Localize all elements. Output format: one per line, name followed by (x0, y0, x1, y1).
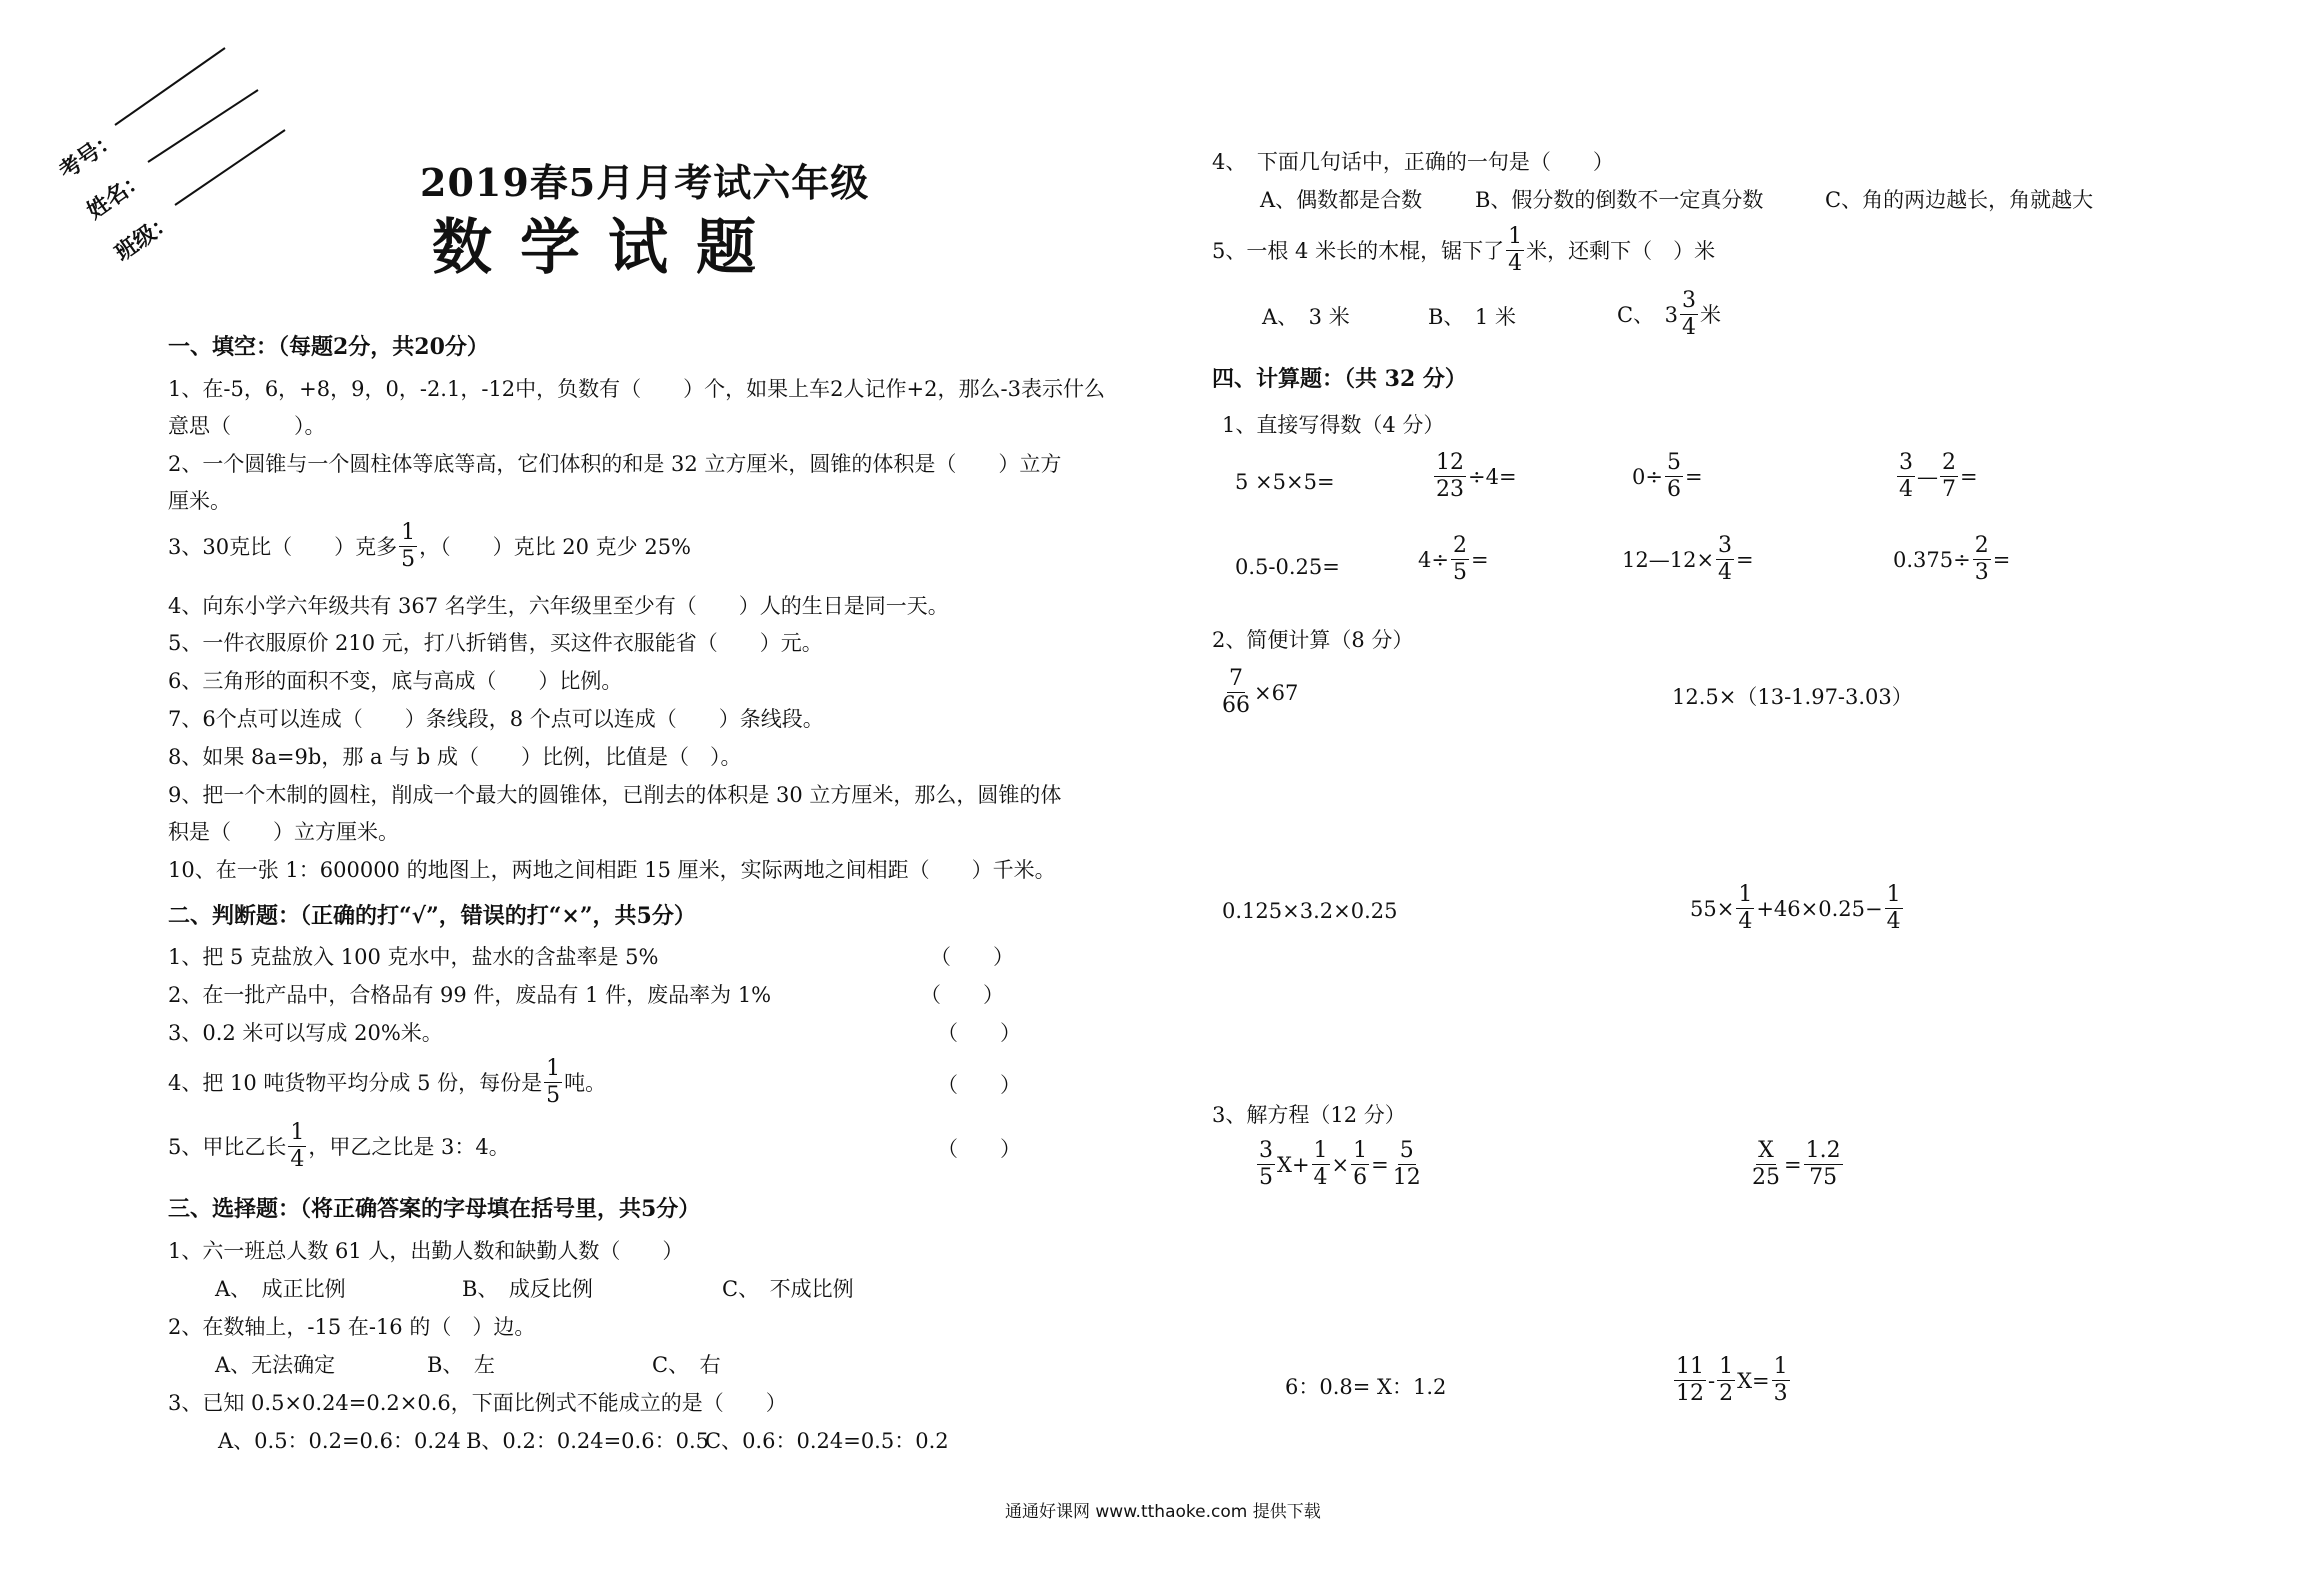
s3-q4-option-b: B、假分数的倒数不一定真分数 (1475, 188, 1764, 212)
equals: = (1784, 1152, 1802, 1177)
s3-q1-option-c: C、 不成比例 (722, 1277, 854, 1301)
s3-q5-post: 米，还剩下（ ）米 (1526, 238, 1716, 263)
s1-q6: 6、三角形的面积不变，底与高成（ ）比例。 (168, 669, 623, 693)
expr-post: = (1992, 547, 2011, 572)
denominator: 5 (546, 1083, 561, 1108)
denominator: 6 (1666, 477, 1681, 502)
s1-q4: 4、向东小学六年级共有 367 名学生，六年级里至少有（ ）人的生日是同一天。 (168, 594, 949, 618)
s3-q5-option-b: B、 1 米 (1428, 305, 1516, 329)
denominator: 4 (1508, 251, 1523, 276)
s3-q2-option-a: A、无法确定 (215, 1353, 336, 1377)
fraction (1312, 1140, 1330, 1189)
denominator: 75 (1809, 1165, 1838, 1190)
page-title-line1: 2019春5月月考试六年级 (420, 160, 870, 205)
s3-q1: 1、六一班总人数 61 人，出勤人数和缺勤人数（ ） (168, 1239, 684, 1263)
s3-q2-option-c: C、 右 (652, 1353, 721, 1377)
s1-q2-line1: 2、一个圆锥与一个圆柱体等底等高，它们体积的和是 32 立方厘米，圆锥的体积是（ ）立方 (168, 452, 1062, 476)
numerator: 2 (1974, 533, 1989, 558)
denominator: 5 (1259, 1165, 1273, 1190)
fraction (288, 1122, 306, 1171)
s3-q2-option-b: B、 左 (427, 1353, 495, 1377)
s4-p2-a (1218, 668, 1298, 717)
fraction (1897, 452, 1915, 501)
expr-mid: +46×0.25− (1756, 896, 1883, 921)
denominator: 12 (1392, 1165, 1421, 1190)
s1-q3-post: ，（ ）克比 20 克少 25% (419, 534, 692, 559)
fraction (1717, 1356, 1735, 1405)
operator: - (1708, 1368, 1716, 1393)
s1-q7: 7、6个点可以连成（ ）条线段，8 个点可以连成（ ）条线段。 (168, 707, 824, 731)
numerator: 7 (1229, 666, 1243, 691)
denominator: 25 (1752, 1165, 1780, 1190)
s3-q5-option-a: A、 3 米 (1262, 305, 1350, 329)
s4-p3-b (1748, 1140, 1845, 1189)
s2-q5-post: ，甲乙之比是 3：4。 (308, 1134, 510, 1159)
denominator: 12 (1676, 1381, 1704, 1406)
s3-q1-option-a: A、 成正比例 (215, 1277, 346, 1301)
s1-q8: 8、如果 8a=9b，那 a 与 b 成（ ）比例，比值是（ ）。 (168, 745, 742, 769)
numerator: 1 (1353, 1138, 1368, 1163)
denominator: 4 (1899, 477, 1913, 502)
expr-pre: 12—12× (1622, 547, 1715, 572)
numerator: 2 (1942, 450, 1956, 475)
denominator: 5 (1452, 560, 1467, 585)
variable: X+ (1277, 1152, 1310, 1177)
s2-q1: 1、把 5 克盐放入 100 克水中，盐水的含盐率是 5% (168, 945, 659, 969)
s1-q1-line2: 意思（ ）。 (168, 414, 326, 438)
s4-part1-heading: 1、直接写得数（4 分） (1222, 413, 1445, 437)
option-c-pre: C、 3 (1617, 302, 1678, 327)
numerator: 1 (1508, 224, 1523, 249)
fraction (1665, 452, 1683, 501)
fraction (1973, 535, 1991, 584)
denominator: 23 (1436, 477, 1464, 502)
denominator: 4 (1886, 909, 1901, 934)
fraction (1391, 1140, 1423, 1189)
s2-q5-pre: 5、甲比乙长 (168, 1134, 287, 1159)
expr-pre: 0÷ (1632, 464, 1663, 489)
s4-p1-f (1418, 535, 1489, 584)
variable: X= (1737, 1368, 1770, 1393)
s4-p1-h (1893, 535, 2010, 584)
denominator: 3 (1974, 560, 1989, 585)
numerator: 1 (1738, 882, 1753, 907)
expr-post: ×67 (1254, 680, 1299, 705)
s3-q4-option-c: C、角的两边越长，角就越大 (1825, 188, 2094, 212)
s1-q3-pre: 3、30克比（ ）克多 (168, 534, 398, 559)
fraction (1257, 1140, 1275, 1189)
section1-heading: 一、填空：（每题2分，共20分） (168, 334, 489, 360)
s2-q3: 3、0.2 米可以写成 20%米。 (168, 1021, 443, 1045)
fraction (1772, 1356, 1790, 1405)
s1-q5: 5、一件衣服原价 210 元，打八折销售，买这件衣服能省（ ）元。 (168, 631, 823, 655)
fraction (1674, 1356, 1706, 1405)
s4-p1-e: 0.5-0.25= (1235, 555, 1340, 579)
numerator: 11 (1676, 1354, 1704, 1379)
numerator: 2 (1452, 533, 1467, 558)
s3-q5 (1212, 226, 1715, 275)
s4-p3-a (1255, 1140, 1425, 1189)
s4-p2-b: 12.5×（13-1.97-3.03） (1672, 685, 1913, 709)
equals: = (1371, 1152, 1389, 1177)
s4-p1-g (1622, 535, 1754, 584)
numerator: 1 (290, 1120, 305, 1145)
section3-heading: 三、选择题：（将正确答案的字母填在括号里，共5分） (168, 1196, 701, 1222)
option-c-post: 米 (1699, 302, 1721, 327)
numerator: 3 (1681, 288, 1696, 313)
expr-post: = (1960, 464, 1978, 489)
expr-post: = (1736, 547, 1754, 572)
numerator: 1 (1886, 882, 1901, 907)
numerator: 5 (1399, 1138, 1414, 1163)
numerator: 1 (1719, 1354, 1734, 1379)
denominator: 3 (1773, 1381, 1788, 1406)
numerator: X (1758, 1138, 1774, 1163)
expr-post: = (1470, 547, 1489, 572)
denominator: 4 (1681, 315, 1696, 340)
denominator: 2 (1719, 1381, 1734, 1406)
s3-q5-pre: 5、一根 4 米长的木棍，锯下了 (1212, 238, 1505, 263)
s1-q9-line2: 积是（ ）立方厘米。 (168, 820, 399, 844)
label-exam-number: 考号： (54, 125, 124, 185)
fraction (1506, 226, 1524, 275)
denominator: 4 (1718, 560, 1733, 585)
section4-heading: 四、计算题：（共 32 分） (1212, 366, 1467, 392)
s4-p2-d (1690, 884, 1905, 933)
denominator: 4 (1313, 1165, 1328, 1190)
denominator: 4 (1738, 909, 1753, 934)
s2-q4 (168, 1058, 606, 1107)
s4-p1-b (1432, 452, 1517, 501)
numerator: 1 (546, 1056, 561, 1081)
numerator: 3 (1718, 533, 1733, 558)
fraction (1716, 535, 1734, 584)
label-name: 姓名： (82, 165, 152, 225)
denominator: 6 (1353, 1165, 1368, 1190)
s3-q1-option-b: B、 成反比例 (462, 1277, 593, 1301)
s3-q5-option-c (1617, 290, 1721, 339)
s1-q2-line2: 厘米。 (168, 489, 231, 513)
numerator: 1.2 (1805, 1138, 1841, 1163)
s2-q5 (168, 1122, 510, 1171)
s3-q3: 3、已知 0.5×0.24=0.2×0.6，下面比例式不能成立的是（ ） (168, 1391, 787, 1415)
s4-part3-heading: 3、解方程（12 分） (1212, 1103, 1406, 1127)
fraction (1451, 535, 1469, 584)
numerator: 3 (1899, 450, 1913, 475)
numerator: 12 (1436, 450, 1464, 475)
fraction (1885, 884, 1903, 933)
fraction (1736, 884, 1754, 933)
expr-pre: 4÷ (1418, 547, 1449, 572)
denominator: 66 (1222, 693, 1250, 718)
s3-q3-option-a: A、0.5：0.2=0.6：0.24 (218, 1429, 461, 1453)
s3-q4-option-a: A、偶数都是合数 (1260, 188, 1423, 212)
s1-q9-line1: 9、把一个木制的圆柱，削成一个最大的圆锥体，已削去的体积是 30 立方厘米，那么，圆锥的体 (168, 783, 1062, 807)
footer-credit: 通通好课网 www.tthaoke.com 提供下载 (1005, 1502, 1321, 1522)
s3-q2: 2、在数轴上，-15 在-16 的（ ）边。 (168, 1315, 536, 1339)
s1-q3 (168, 522, 691, 571)
s4-p1-c (1632, 452, 1703, 501)
denominator: 7 (1942, 477, 1956, 502)
fraction (1351, 1140, 1369, 1189)
expr-post: ÷4= (1468, 464, 1517, 489)
fraction (1220, 668, 1252, 717)
operator: — (1917, 464, 1938, 489)
operator: × (1331, 1152, 1350, 1177)
expr-pre: 55× (1690, 896, 1735, 921)
denominator: 5 (401, 547, 416, 572)
numerator: 1 (1313, 1138, 1328, 1163)
s1-q10: 10、在一张 1：600000 的地图上，两地之间相距 15 厘米，实际两地之间相距（ ）千米。 (168, 858, 1056, 882)
s2-q5-answer-paren[interactable]: （ ） (937, 1137, 1021, 1161)
fraction (399, 522, 417, 571)
s2-q4-answer-paren[interactable]: （ ） (937, 1073, 1021, 1097)
s2-q2-answer-paren[interactable]: （ ） (920, 983, 1004, 1007)
page-title-line2: 数学试题 (432, 213, 784, 283)
section2-heading: 二、判断题：（正确的打“√”，错误的打“×”，共5分） (168, 903, 696, 929)
denominator: 4 (290, 1147, 305, 1172)
s4-p1-d (1895, 452, 1978, 501)
s2-q4-pre: 4、把 10 吨货物平均分成 5 份，每份是 (168, 1070, 543, 1095)
expr-pre: 0.375÷ (1893, 547, 1971, 572)
fraction (1680, 290, 1698, 339)
s2-q3-answer-paren[interactable]: （ ） (937, 1021, 1021, 1045)
s4-part2-heading: 2、简便计算（8 分） (1212, 628, 1414, 652)
s4-p2-c: 0.125×3.2×0.25 (1222, 899, 1398, 923)
fraction (544, 1058, 562, 1107)
numerator: 3 (1259, 1138, 1273, 1163)
s1-q1-line1: 1、在-5，6，+8，9，0，-2.1，-12中，负数有（ ）个，如果上车2人记作+2，那么-3表示什么 (168, 377, 1105, 401)
numerator: 1 (401, 520, 416, 545)
fraction (1750, 1140, 1782, 1189)
fraction (1804, 1140, 1843, 1189)
label-class: 班级： (110, 207, 180, 267)
s4-p1-a: 5 ×5×5= (1235, 470, 1335, 494)
numerator: 5 (1666, 450, 1681, 475)
s3-q3-option-b: B、0.2：0.24=0.6：0.5 (466, 1429, 709, 1453)
fraction (1940, 452, 1958, 501)
s2-q2: 2、在一批产品中，合格品有 99 件，废品有 1 件，废品率为 1% (168, 983, 772, 1007)
fraction (1434, 452, 1466, 501)
s2-q4-post: 吨。 (564, 1070, 607, 1095)
numerator: 1 (1773, 1354, 1788, 1379)
s3-q4: 4、 下面几句话中，正确的一句是（ ） (1212, 150, 1614, 174)
s3-q3-option-c: C、0.6：0.24=0.5：0.2 (705, 1429, 949, 1453)
s4-p3-c: 6：0.8= X：1.2 (1285, 1375, 1447, 1399)
expr-post: = (1684, 464, 1703, 489)
s4-p3-d (1672, 1356, 1792, 1405)
s2-q1-answer-paren[interactable]: （ ） (930, 945, 1014, 969)
